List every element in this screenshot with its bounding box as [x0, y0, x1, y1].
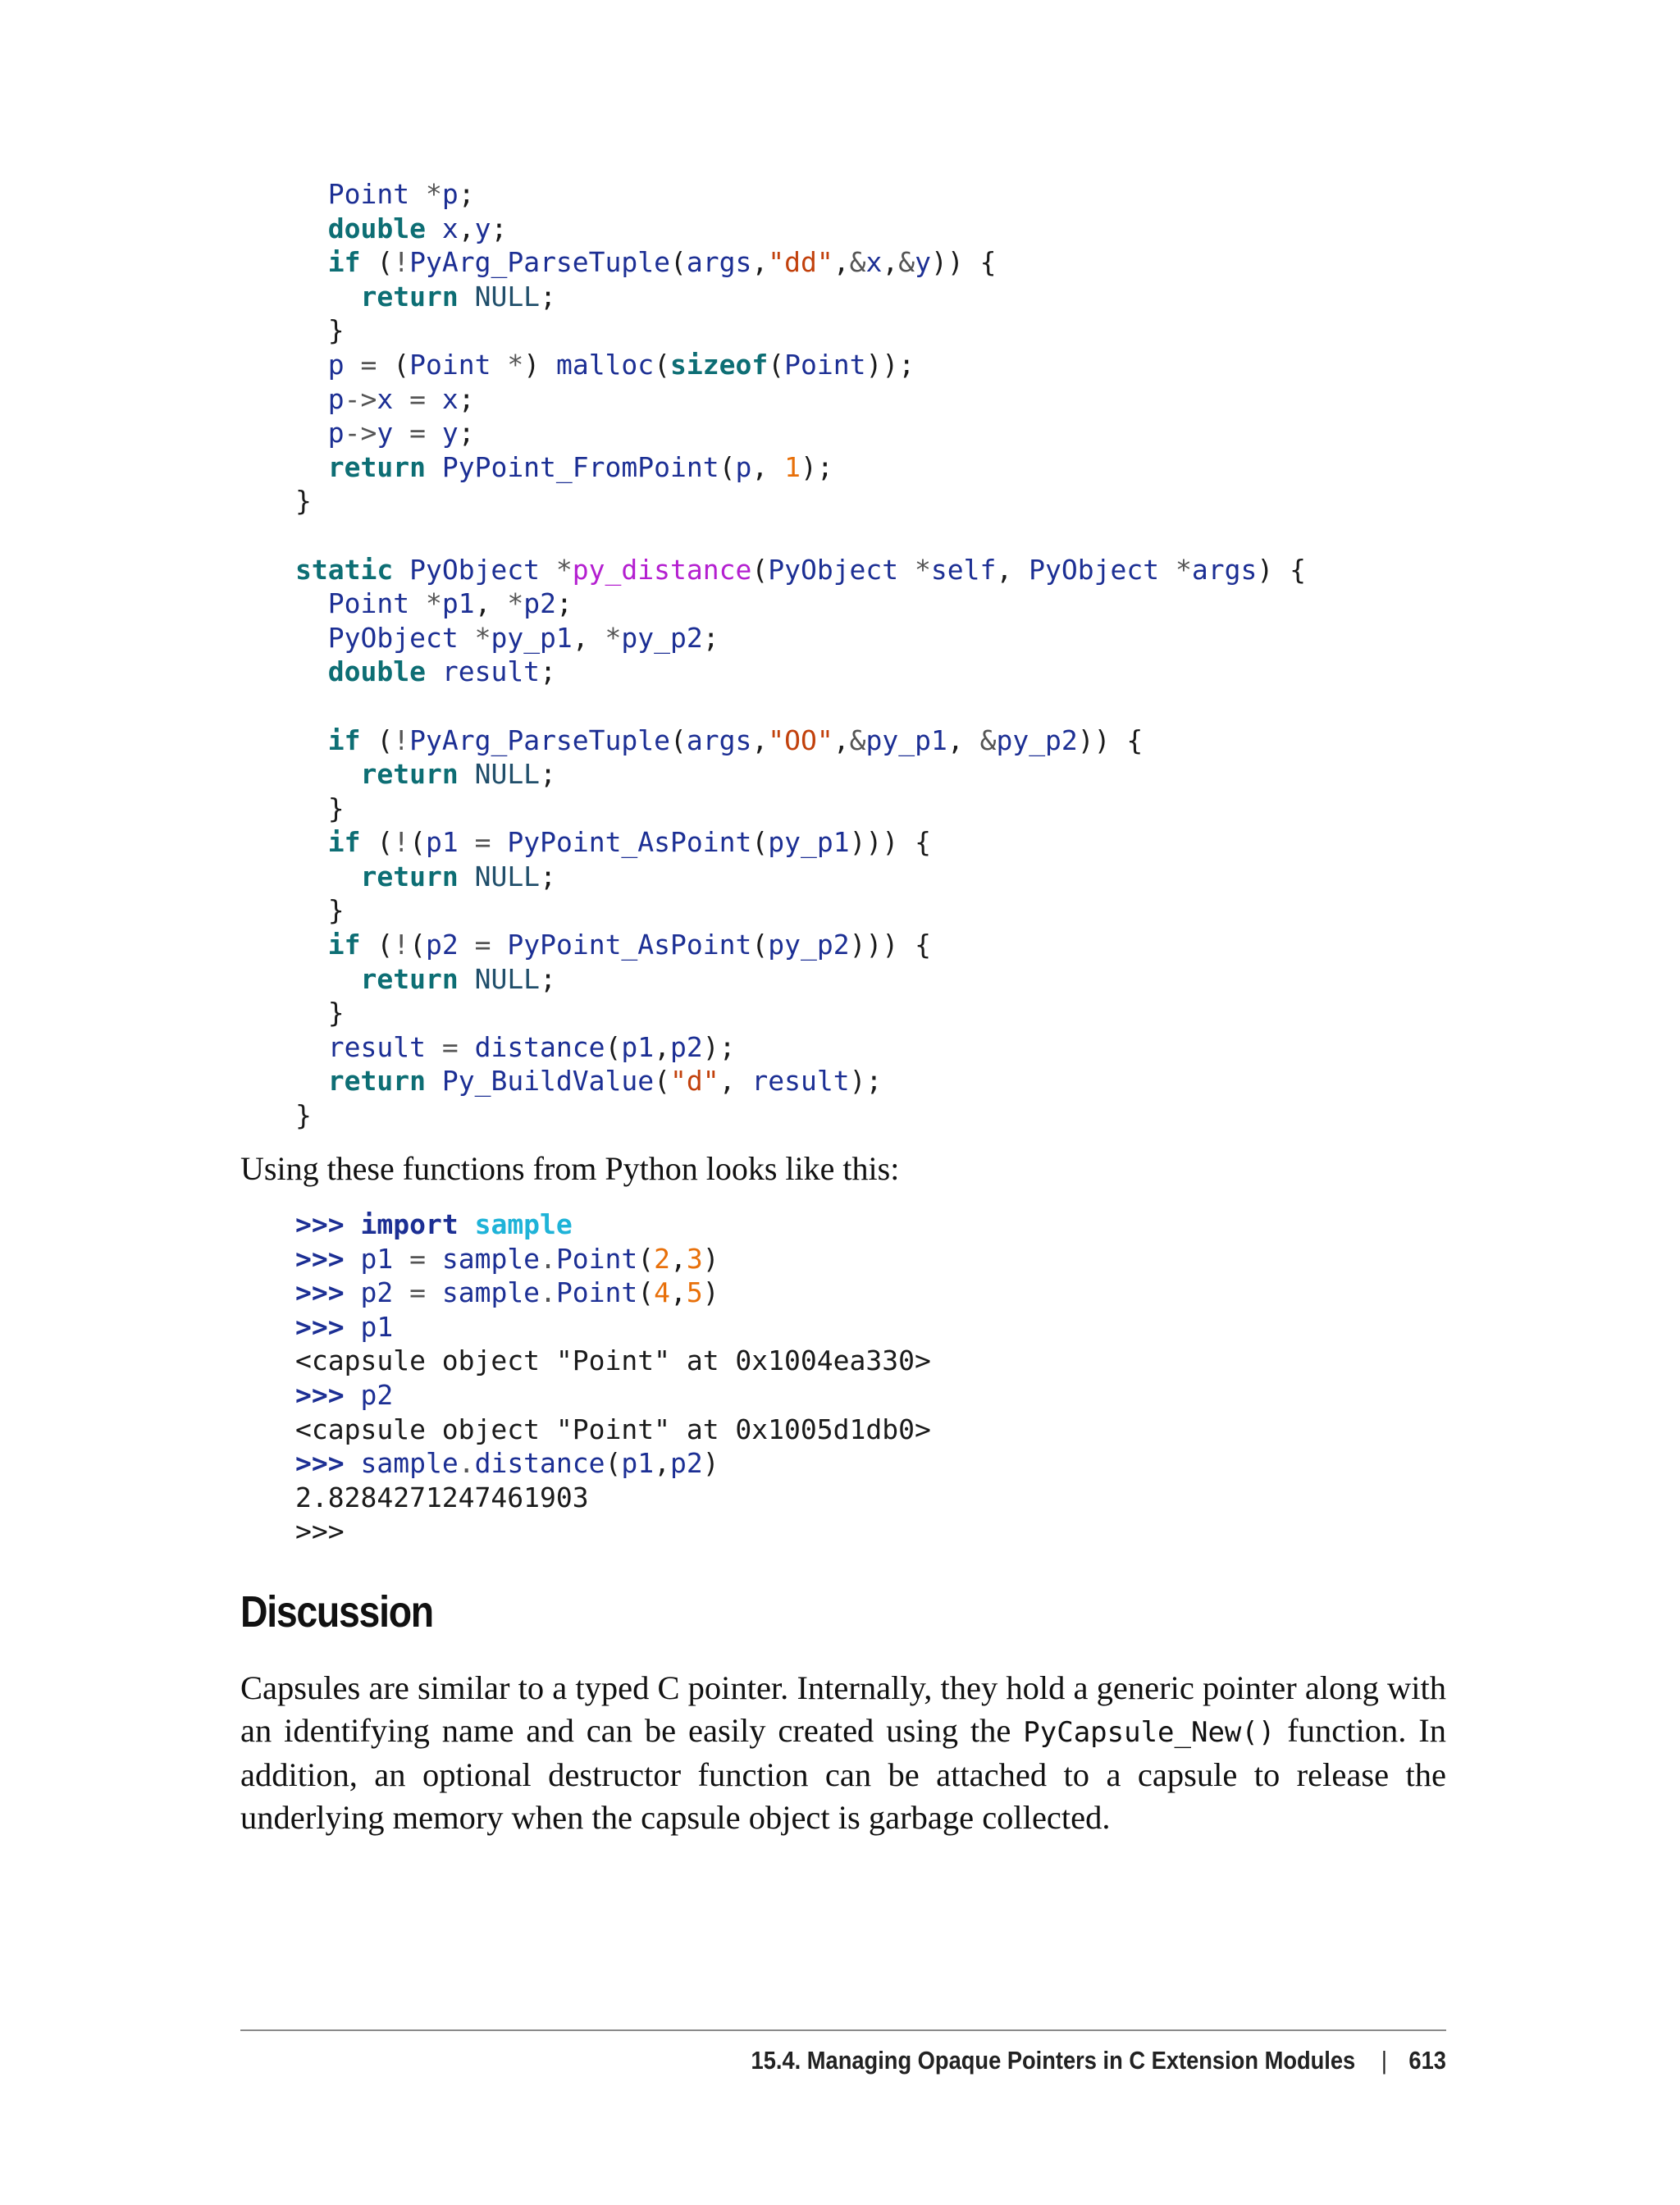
c-code-listing [295, 177, 1306, 1133]
python-code-token: p1 [360, 1242, 394, 1275]
c-code-token: p1 [426, 826, 459, 859]
c-code-line [295, 416, 1306, 450]
python-code-token: p1 [360, 1310, 394, 1343]
c-code-token: NULL [474, 758, 541, 791]
python-code-line [295, 1242, 931, 1276]
python-code-token: , [670, 1276, 687, 1309]
c-code-token: Point [409, 348, 491, 381]
c-code-token: -> [344, 382, 377, 415]
c-code-token: result [751, 1065, 850, 1098]
c-code-line [295, 860, 1306, 894]
c-code-token: PyObject [1029, 553, 1160, 586]
c-code-token: p [441, 178, 459, 210]
c-code-token: return [360, 860, 459, 892]
c-code-line [295, 518, 1306, 553]
python-code-token [345, 1243, 361, 1275]
c-code-token: ( [360, 246, 394, 279]
c-code-token: * [507, 587, 524, 620]
c-code-token: ) { [1257, 553, 1306, 586]
python-code-token: p2 [360, 1276, 394, 1309]
c-code-token: return [327, 450, 426, 483]
c-code-token: malloc [555, 348, 655, 381]
c-code-token: ! [393, 246, 410, 279]
c-code-token: if [327, 826, 361, 859]
c-code-line [295, 996, 1306, 1030]
c-code-token: ( [670, 724, 687, 756]
python-code-token: , [670, 1242, 687, 1275]
c-code-token [426, 212, 442, 244]
c-code-token: = [393, 382, 442, 415]
c-code-line [295, 724, 1306, 758]
c-code-line [295, 553, 1306, 587]
python-session-listing [295, 1208, 931, 1549]
c-code-token: & [849, 246, 866, 279]
c-code-line [295, 450, 1306, 485]
python-code-token: = [393, 1276, 442, 1309]
c-code-token: y [474, 212, 491, 244]
python-code-line [295, 1344, 931, 1378]
python-code-token: Point [555, 1276, 638, 1309]
c-code-line [295, 1064, 1306, 1098]
c-code-token: )); [865, 348, 915, 381]
c-code-token: py_distance [572, 553, 752, 586]
c-code-line [295, 280, 1306, 314]
c-code-token: double [327, 655, 426, 688]
c-code-token: Point [784, 348, 866, 381]
python-code-line [295, 1481, 931, 1515]
c-code-token [459, 281, 475, 313]
c-code-token: return [360, 280, 459, 313]
c-code-line [295, 928, 1306, 962]
python-code-token [459, 1208, 475, 1240]
c-code-token: * [1159, 553, 1192, 586]
python-code-token: >>> [295, 1276, 345, 1309]
python-code-token: ( [637, 1276, 655, 1309]
c-code-token: PyObject [768, 553, 899, 586]
c-code-token: y [915, 246, 931, 279]
c-code-token: } [295, 485, 312, 518]
c-code-token: x [441, 212, 459, 244]
c-code-token: , [996, 553, 1029, 586]
python-code-line [295, 1378, 931, 1413]
c-code-token: p [327, 417, 345, 450]
python-code-token: >>> [295, 1208, 345, 1240]
python-code-token [345, 1447, 361, 1479]
c-code-token: NULL [474, 860, 541, 892]
python-code-token: ( [637, 1242, 655, 1275]
c-code-token: args [686, 246, 752, 279]
c-code-token: p2 [426, 929, 459, 961]
c-code-token: ( [393, 348, 410, 381]
footer-section-title: 15.4. Managing Opaque Pointers in C Extension Modules [751, 2046, 1356, 2075]
c-code-token: sizeof [670, 348, 769, 381]
c-code-token: ))) { [849, 826, 931, 859]
discussion-text-end: function. In addition, an optional destructor function can be attached to a capsule to release the underlying memory when the capsule object is garbage collected. [240, 1712, 1446, 1836]
c-code-token [459, 861, 475, 892]
page-number: 613 [1408, 2046, 1446, 2075]
c-code-token: ( [360, 929, 394, 961]
c-code-token: ; [491, 212, 508, 244]
c-code-token: ! [393, 826, 410, 859]
c-code-token: 1 [784, 450, 801, 483]
c-code-token: ( [670, 246, 687, 279]
python-code-line [295, 1310, 931, 1344]
python-code-token: 2 [654, 1242, 671, 1275]
python-code-token: p2 [670, 1447, 703, 1480]
c-code-token: = [344, 348, 394, 381]
c-code-token: NULL [474, 280, 541, 313]
intro-sentence: Using these functions from Python looks like this: [240, 1150, 900, 1187]
c-code-token: if [327, 929, 361, 961]
c-code-token: ); [849, 1065, 883, 1098]
python-code-token [345, 1379, 361, 1411]
python-code-token: 2.8284271247461903 [295, 1481, 589, 1513]
c-code-token: ; [702, 621, 719, 654]
python-code-token: = [393, 1242, 442, 1275]
python-code-token [345, 1276, 361, 1308]
c-code-token: , [947, 724, 980, 756]
c-code-token: , [474, 587, 508, 620]
c-code-line [295, 893, 1306, 928]
c-code-token: Point [327, 178, 410, 210]
c-code-token: PyPoint_FromPoint [441, 450, 719, 483]
c-code-token: NULL [474, 962, 541, 995]
c-code-token: ( [751, 929, 769, 961]
c-code-token: y [377, 417, 394, 450]
c-code-token: & [849, 724, 866, 756]
c-code-token: distance [474, 1030, 605, 1063]
python-code-token: import [360, 1208, 459, 1240]
c-code-token: double [327, 212, 426, 244]
c-code-token: ; [540, 962, 556, 995]
c-code-token: , [719, 1065, 752, 1098]
c-code-token: , [833, 724, 850, 756]
c-code-token: py_p1 [865, 724, 947, 756]
c-code-token: "OO" [768, 724, 833, 756]
c-code-token: , [654, 1030, 671, 1063]
python-code-token: sample [441, 1242, 541, 1275]
c-code-token: ; [540, 280, 556, 313]
c-code-token: & [979, 724, 997, 756]
c-code-token: PyArg_ParseTuple [409, 724, 671, 756]
python-code-token: >>> [295, 1447, 345, 1480]
python-code-token: ( [605, 1447, 622, 1480]
c-code-token: self [930, 553, 997, 586]
c-code-token: , [751, 724, 769, 756]
c-code-token: )) { [930, 246, 997, 279]
c-code-token: , [751, 246, 769, 279]
python-code-token: p1 [621, 1447, 655, 1480]
discussion-body [240, 1667, 1446, 1839]
c-code-token: ); [800, 450, 833, 483]
python-code-token: 3 [686, 1242, 703, 1275]
c-code-token: x [865, 246, 883, 279]
c-code-token: p1 [621, 1030, 655, 1063]
discussion-text-start: Capsules are similar to a typed C pointer. Internally, they hold a generic pointer along with an identifying name and can be easily created using the [240, 1669, 1446, 1749]
c-code-token: py_p2 [621, 621, 703, 654]
c-code-line [295, 621, 1306, 655]
c-code-token: ; [540, 860, 556, 892]
c-code-token: ( [654, 1065, 670, 1098]
c-code-token: static [295, 553, 394, 586]
c-code-token: py_p2 [996, 724, 1078, 756]
c-code-token: "d" [670, 1065, 719, 1098]
c-code-line [295, 1030, 1306, 1065]
python-code-token [345, 1311, 361, 1343]
c-code-token: Point [327, 587, 410, 620]
python-code-token: sample [360, 1447, 459, 1480]
c-code-token: PyObject [327, 621, 459, 654]
c-code-token: ( [654, 348, 671, 381]
python-code-line [295, 1446, 931, 1481]
python-code-line [295, 1514, 931, 1549]
python-code-line [295, 1276, 931, 1310]
python-code-token: >>> [295, 1515, 345, 1548]
c-code-token: p2 [523, 587, 556, 620]
c-code-token: ( [605, 1030, 622, 1063]
c-code-token: , [751, 450, 785, 483]
footer-separator: | [1381, 2046, 1388, 2075]
c-code-line [295, 825, 1306, 860]
c-code-token: , [833, 246, 850, 279]
c-code-token: * [540, 553, 573, 586]
footer-divider [240, 2029, 1446, 2031]
c-code-token: return [327, 1065, 426, 1098]
c-code-token: } [327, 997, 345, 1029]
python-code-token: >>> [295, 1378, 345, 1411]
c-code-token: , [458, 212, 475, 244]
c-code-token: result [441, 655, 541, 688]
c-code-token: = [458, 826, 508, 859]
python-code-token: 5 [686, 1276, 703, 1309]
c-code-token: } [295, 1099, 312, 1132]
c-code-token: p [327, 382, 345, 415]
c-code-token [426, 1065, 442, 1097]
running-footer [751, 2043, 1446, 2079]
c-code-token: if [327, 724, 361, 756]
python-code-token: sample [474, 1208, 573, 1240]
c-code-token: * [491, 348, 524, 381]
c-code-token: } [327, 894, 345, 927]
c-code-token: y [441, 417, 459, 450]
c-code-line [295, 962, 1306, 997]
c-code-token: ; [555, 587, 573, 620]
c-code-token: -> [344, 417, 377, 450]
c-code-token: ( [409, 826, 426, 859]
c-code-token: * [605, 621, 622, 654]
c-code-token: = [458, 929, 508, 961]
c-code-token: , [882, 246, 899, 279]
c-code-line [295, 212, 1306, 246]
c-code-token: p2 [670, 1030, 703, 1063]
python-code-token: >>> [295, 1310, 345, 1343]
c-code-token: ( [360, 724, 394, 756]
c-code-line [295, 245, 1306, 280]
c-code-token: ( [751, 826, 769, 859]
c-code-token: = [393, 417, 442, 450]
python-code-line [295, 1208, 931, 1242]
c-code-token [426, 451, 442, 483]
c-code-line [295, 587, 1306, 621]
python-code-token: 4 [654, 1276, 671, 1309]
c-code-token: ) [523, 348, 556, 381]
python-code-token: ) [702, 1447, 719, 1480]
c-code-line [295, 348, 1306, 382]
c-code-token: ( [719, 450, 736, 483]
c-code-line [295, 655, 1306, 689]
python-code-token: >>> [295, 1242, 345, 1275]
c-code-token: PyArg_ParseTuple [409, 246, 671, 279]
c-code-token [426, 655, 442, 687]
c-code-token: py_p2 [768, 929, 850, 961]
c-code-token: x [377, 382, 394, 415]
c-code-token: x [441, 382, 459, 415]
c-code-token: * [409, 587, 442, 620]
python-code-token: ) [702, 1242, 719, 1275]
c-code-token: args [686, 724, 752, 756]
c-code-token [459, 758, 475, 790]
c-code-token: ! [393, 724, 410, 756]
python-code-token: distance [474, 1447, 605, 1480]
c-code-token: } [327, 314, 345, 347]
c-code-line [295, 757, 1306, 792]
c-code-token: ! [393, 929, 410, 961]
c-code-token: py_p1 [768, 826, 850, 859]
c-code-token: * [898, 553, 931, 586]
inline-code-pycapsule-new: PyCapsule_New() [1023, 1716, 1276, 1749]
c-code-token: if [327, 246, 361, 279]
c-code-token: )) { [1077, 724, 1144, 756]
python-code-token: Point [555, 1242, 638, 1275]
c-code-token: ; [458, 178, 475, 210]
c-code-token: Py_BuildValue [441, 1065, 655, 1098]
c-code-line [295, 689, 1306, 724]
python-code-token: <capsule object "Point" at 0x1005d1db0> [295, 1413, 931, 1445]
c-code-line [295, 382, 1306, 417]
c-code-token: & [898, 246, 915, 279]
c-code-token: ( [360, 826, 394, 859]
c-code-token: } [327, 792, 345, 824]
c-code-token: ( [751, 553, 769, 586]
python-code-token: <capsule object "Point" at 0x1004ea330> [295, 1344, 931, 1377]
discussion-paragraph [240, 1667, 1446, 1839]
python-code-token: . [540, 1276, 556, 1309]
c-code-line [295, 1098, 1306, 1133]
c-code-token: , [572, 621, 605, 654]
python-code-token [345, 1208, 361, 1240]
c-code-token: PyObject [409, 553, 541, 586]
c-code-token: ); [702, 1030, 736, 1063]
c-code-token [393, 554, 409, 586]
c-code-token: PyPoint_AsPoint [507, 826, 752, 859]
c-code-token: ( [768, 348, 785, 381]
c-code-line [295, 792, 1306, 826]
c-code-token: p [327, 348, 345, 381]
c-code-token: args [1191, 553, 1258, 586]
c-code-token [459, 963, 475, 995]
section-heading: Discussion [240, 1587, 433, 1637]
python-code-line [295, 1413, 931, 1447]
c-code-token: p [735, 450, 752, 483]
c-code-token: ))) { [849, 929, 931, 961]
c-code-token: return [360, 758, 459, 791]
c-code-token: py_p1 [491, 621, 573, 654]
c-code-line [295, 313, 1306, 348]
c-code-token: = [425, 1030, 475, 1063]
c-code-token: * [409, 178, 442, 210]
python-code-token: ) [702, 1276, 719, 1309]
python-code-token: . [458, 1447, 475, 1480]
c-code-token: ; [458, 382, 475, 415]
python-code-token: , [654, 1447, 671, 1480]
c-code-token: PyPoint_AsPoint [507, 929, 752, 961]
c-code-line [295, 177, 1306, 212]
python-code-token: p2 [360, 1378, 394, 1411]
c-code-token: * [458, 621, 491, 654]
c-code-token: result [327, 1030, 426, 1063]
c-code-token: return [360, 962, 459, 995]
c-code-token: p1 [441, 587, 475, 620]
c-code-token: "dd" [768, 246, 833, 279]
c-code-token: ; [458, 417, 475, 450]
c-code-token: ; [540, 758, 556, 791]
python-code-token: sample [441, 1276, 541, 1309]
c-code-line [295, 484, 1306, 518]
c-code-token: ; [540, 655, 556, 688]
c-code-token: ( [409, 929, 426, 961]
python-code-token: . [540, 1242, 556, 1275]
